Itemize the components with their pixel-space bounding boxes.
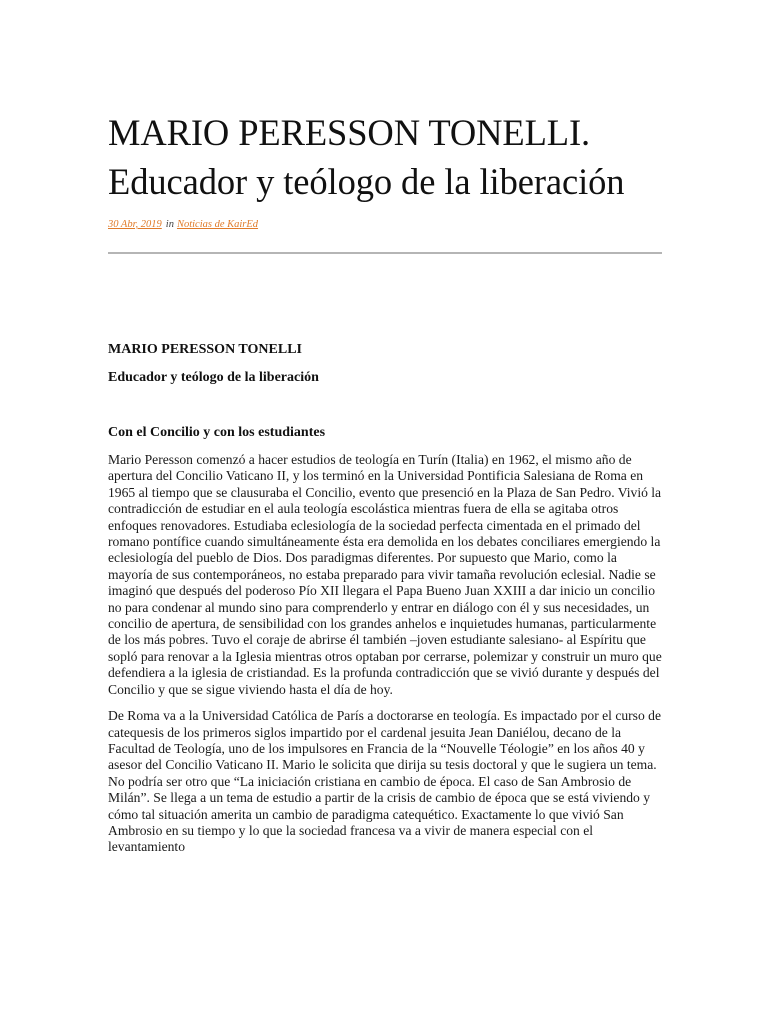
post-meta (108, 218, 662, 232)
article-page (108, 0, 662, 856)
category-link[interactable]: Noticias de KairEd (176, 219, 259, 230)
header-divider (108, 252, 662, 254)
paragraph-1: Mario Peresson comenzó a hacer estudios de teología en Turín (Italia) en 1962, el mismo año de apertura del Concilio Vaticano II, y los terminó en la Universidad Pontificia Salesiana de Roma en 1965 al tiempo que se clausuraba el Concilio, evento que presenció en la Plaza de San Pedro. Vivió la contradicción de estudiar en el aula teología escolástica mientras fuera de ella se agitaba otros enfoques renovadores. Estudiaba eclesiología de la sociedad perfecta cimentada en el primado del romano pontífice cuando simultáneamente ésta era demolida en los debates conciliares emergiendo la eclesiología del pueblo de Dios. Dos paradigmas diferentes. Por supuesto que Mario, como la mayoría de sus contemporáneos, no estaba preparado para vivir tamaña revolución eclesial. Nadie se imaginó que después del poderoso Pío XII llegara el Papa Bueno Juan XXIII a dar inicio un concilio no para condenar al mundo sino para comprenderlo y entrar en diálogo con él y sus necesidades, un concilio de apertura, de sensibilidad con los grandes anhelos e inquietudes humanas, particularmente de los más pobres. Tuvo el coraje de abrirse él también –joven estudiante salesiano- al Espíritu que sopló para renovar a la Iglesia mientras otros optaban por cerrarse, polemizar y construir un muro que defendiera a la iglesia de cristiandad. Es la profunda contradicción que se vivió durante y después del Concilio y que se sigue viviendo hasta el día de hoy. (108, 452, 662, 697)
subhead-role: Educador y teólogo de la liberación (108, 370, 319, 385)
subhead-name: MARIO PERESSON TONELLI (108, 342, 302, 357)
post-date-link[interactable]: 30 Abr, 2019 (108, 219, 162, 230)
article-title (108, 0, 662, 206)
section-title: Con el Concilio y con los estudiantes (108, 425, 326, 440)
article-title-line-2: Educador y teólogo de la liberación (108, 161, 625, 202)
article-title-line-1: MARIO PERESSON TONELLI. (108, 112, 591, 153)
paragraph-2: De Roma va a la Universidad Católica de París a doctorarse en teología. Es impactado por el curso de catequesis de los primeros siglos impartido por el cardenal jesuita Jean Daniélou, decano de la Facultad de Teología, uno de los impulsores en Francia de la “Nouvelle Téologie” en los años 40 y asesor del Concilio Vaticano II. Mario le solicita que dirija su tesis doctoral y que le sugiera un tema. No podría ser otro que “La iniciación cristiana en cambio de época. El caso de San Ambrosio de Milán”. Se llega a un tema de estudio a partir de la crisis de cambio de época que se está viviendo y cómo tal situación amerita un cambio de paradigma catequético. Exactamente lo que vivió San Ambrosio en su tiempo y lo que la sociedad francesa va a vivir de manera especial con el levantamiento (108, 708, 662, 855)
meta-in-word: in (165, 219, 174, 230)
